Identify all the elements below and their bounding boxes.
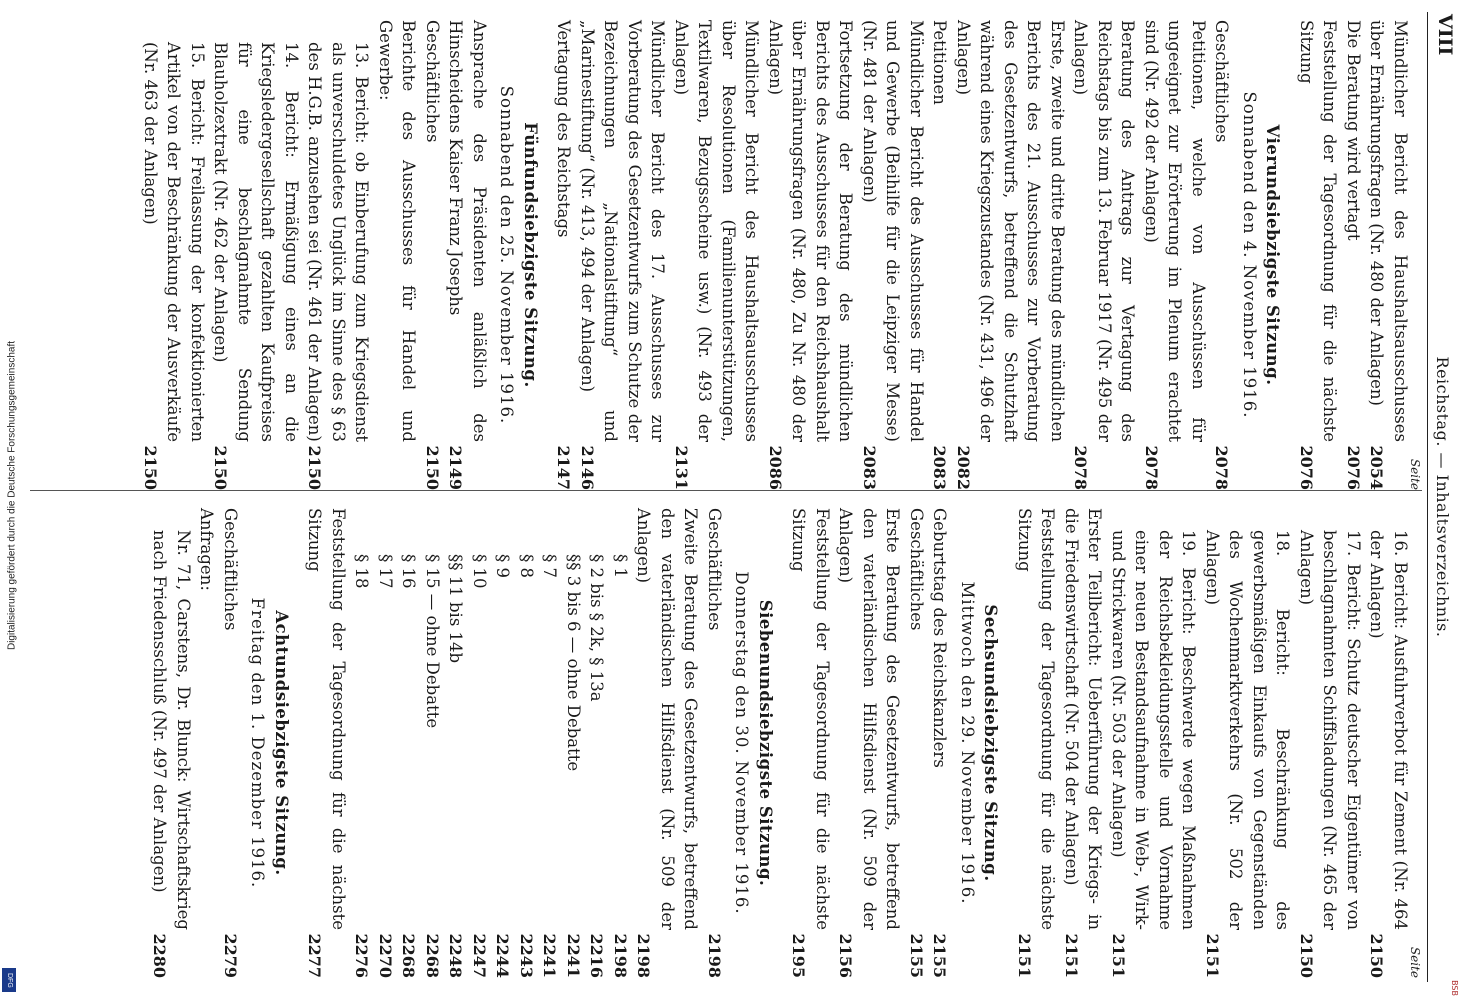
toc-entry[interactable] xyxy=(609,508,633,978)
toc-entry-text: Mündlicher Bericht des Haushaltsausschusses über Ernährungsfragen (Nr. 480 der Anlagen) xyxy=(1367,20,1410,442)
toc-page-number: 2276 xyxy=(352,933,372,978)
toc-page-number: 2248 xyxy=(446,933,466,978)
toc-entry[interactable] xyxy=(1342,20,1366,490)
toc-entry[interactable] xyxy=(787,508,834,978)
toc-entry[interactable] xyxy=(209,20,303,490)
toc-page-number: 2247 xyxy=(470,933,489,978)
toc-page-number: 2277 xyxy=(305,933,325,978)
session-date: Freitag den 1. Dezember 1916. xyxy=(248,597,268,889)
toc-page-number: 2151 xyxy=(1109,933,1128,978)
toc-page-number: 2279 xyxy=(221,933,240,978)
toc-page-number: 2078 xyxy=(1071,445,1091,490)
session-heading: Siebenundsiebzigste Sitzung. xyxy=(756,599,775,887)
toc-page-number: 2156 xyxy=(836,933,856,978)
toc-page-number: 2243 xyxy=(517,933,536,978)
toc-entry-text: § 15 — ohne Debatte xyxy=(423,554,442,729)
toc-page-number: 2198 xyxy=(705,933,724,978)
toc-entry-text: Feststellung der Tagesordnung für die nächste Sitzung xyxy=(789,508,832,930)
toc-entry[interactable] xyxy=(764,20,858,490)
toc-entry-text: Mündlicher Bericht des 17. Ausschusses zur Vorberatung des Gesetzentwurfs zum Schutze der Bezeichnungen „Nationalstiftung“ und „Marinestiftung“ (Nr. 413, 494 der Anlagen) xyxy=(578,20,668,442)
toc-entry-text: Erster Teilbericht: Ueberführung der Kriegs- in die Friedenswirtschaft (Nr. 504 der Anlagen) xyxy=(1062,508,1105,930)
toc-entry[interactable] xyxy=(1365,508,1412,978)
toc-entry-text: 18. Bericht: Beschränkung des gewerbsmäßigen Einkaufs von Gegenständen des Wochenmarktverkehrs (Nr. 502 der Anlagen) xyxy=(1203,530,1293,930)
toc-entry-text: Feststellung der Tagesordnung für die nächste Sitzung xyxy=(305,508,348,930)
toc-page-number: 2270 xyxy=(376,933,395,978)
toc-entry-text: § 8 xyxy=(517,554,536,578)
toc-page-number: 2155 xyxy=(907,933,926,978)
toc-entry[interactable] xyxy=(576,20,670,490)
left-column xyxy=(30,20,1424,490)
toc-entry[interactable] xyxy=(670,20,764,490)
toc-entry-text: Die Beratung wird vertagt xyxy=(1344,20,1363,241)
session-heading: Fünfundsiebzigste Sitzung. xyxy=(521,122,540,388)
toc-page-number: 2151 xyxy=(1203,933,1222,978)
toc-page-number: 2149 xyxy=(446,445,466,490)
toc-entry-text: Berichte des Ausschusses für Handel und Gewerbe: xyxy=(376,20,419,442)
toc-entry[interactable] xyxy=(1365,20,1412,490)
toc-page-number: 2280 xyxy=(150,933,170,978)
toc-entry[interactable] xyxy=(148,508,195,978)
toc-entry-text: § 7 xyxy=(540,554,560,578)
toc-entry-text: 13. Bericht: ob Einberufung zum Kriegsdienst als unverschuldetes Unglück im Sinne des § 63 des H.G.B. anzusehen sei (Nr. 461 der Anlagen) xyxy=(305,42,372,442)
toc-entry[interactable] xyxy=(928,508,952,978)
toc-entry-text: Beratung des Antrags zur Vertagung des Reichstags bis zum 13. Februar 1917 (Nr. 495 der Anlagen) xyxy=(1071,20,1138,442)
toc-page-number: 2268 xyxy=(399,933,419,978)
toc-entry[interactable] xyxy=(703,508,727,978)
toc-entry[interactable] xyxy=(1140,20,1211,490)
toc-entry[interactable] xyxy=(562,508,586,978)
toc-page-number: 2150 xyxy=(1367,933,1387,978)
toc-entry[interactable] xyxy=(468,508,492,978)
toc-entry[interactable] xyxy=(374,508,398,978)
toc-entry[interactable] xyxy=(397,508,421,978)
toc-page-number: 2241 xyxy=(564,933,583,978)
seite-label-right: Seite xyxy=(1408,946,1422,978)
library-stamp: BSB xyxy=(1450,980,1459,996)
toc-entry-text: Petitionen xyxy=(930,20,950,105)
toc-entry-text: Geschäftliches xyxy=(221,508,240,631)
toc-entry-text: Mündlicher Bericht des Ausschusses für Handel und Gewerbe (Beihilfe für die Leipziger Messe) (Nr. 481 der Anlagen) xyxy=(860,20,926,442)
session-date: Mittwoch den 29. November 1916. xyxy=(958,581,977,905)
toc-entry-text: Geschäftliches xyxy=(705,508,724,631)
toc-entry-text: Ansprache des Präsidenten anläßlich des Hinscheidens Kaiser Franz Josephs xyxy=(446,20,489,442)
dfg-logo-icon: DFG xyxy=(2,968,16,992)
toc-page-number: 2150 xyxy=(141,445,160,490)
toc-entry-text: Anfragen: xyxy=(197,508,217,591)
toc-page-number: 2151 xyxy=(1015,933,1034,978)
toc-entry-text: Geschäftliches xyxy=(907,508,926,631)
toc-page-number: 2268 xyxy=(423,933,442,978)
toc-entry[interactable] xyxy=(905,508,929,978)
session-heading: Sechsundsiebzigste Sitzung. xyxy=(981,604,1001,882)
toc-entry-text: § 17 xyxy=(376,554,395,589)
toc-page-number: 2083 xyxy=(930,445,950,490)
toc-entry-text: 14. Bericht: Ermäßigung eines an die Kriegsledergesellschaft gezahlten Kaufpreises für eine beschlagnahmte Sendung Blauholzextrakt (Nr. 462 der Anlagen) xyxy=(211,42,301,442)
toc-entry[interactable] xyxy=(491,508,515,978)
session-date: Donnerstag den 30. November 1916. xyxy=(732,571,752,915)
toc-page-number: 2155 xyxy=(930,933,950,978)
toc-entry-text: 15. Bericht: Freilassung der konfektionierten Artikel von der Beschränkung der Ausverkäufe (Nr. 463 der Anlagen) xyxy=(141,42,207,442)
toc-page-number: 2150 xyxy=(423,445,442,490)
page-header xyxy=(1427,12,1459,996)
session-heading: Achtundsiebzigste Sitzung. xyxy=(272,610,291,876)
toc-entry[interactable] xyxy=(1295,508,1366,978)
toc-entry[interactable] xyxy=(552,20,576,490)
page-title: Reichstag. — Inhaltsverzeichnis. xyxy=(1433,356,1452,638)
toc-entry-text: Erste Beratung des Gesetzentwurfs, betreffend den vaterländischen Hilfsdienst (Nr. 509 der Anlagen) xyxy=(836,508,903,930)
session-date: Sonnabend den 4. November 1916. xyxy=(1240,91,1259,419)
toc-entry-text: § 2 bis § 2k, § 13a xyxy=(587,554,607,702)
session-heading: Vierundsiebzigste Sitzung. xyxy=(1263,124,1283,386)
toc-entry-text: 16. Bericht: Ausfuhrverbot für Zement (Nr. 464 der Anlagen) xyxy=(1367,530,1410,930)
toc-entry-text: § 10 xyxy=(470,554,489,589)
toc-entry-text: Fortsetzung der Beratung des mündlichen Berichts des Ausschusses für den Reichshaushalt über Ernährungsfragen (Nr. 480, Zu Nr. 480 der Anlagen) xyxy=(766,20,856,442)
toc-page-number: 2131 xyxy=(672,445,691,490)
toc-entry[interactable] xyxy=(421,20,445,490)
toc-entry-text: § 18 xyxy=(352,554,372,589)
toc-entry[interactable] xyxy=(952,20,1070,490)
toc-entry-text: Geburtstag des Reichskanzlers xyxy=(930,508,950,768)
toc-page-number: 2147 xyxy=(554,445,574,490)
toc-entry-text: § 9 xyxy=(493,554,513,578)
toc-page-number: 2086 xyxy=(766,445,785,490)
toc-page-number: 2151 xyxy=(1062,933,1081,978)
toc-page-number: 2150 xyxy=(211,445,231,490)
toc-entry-text: § 1 xyxy=(611,554,630,578)
toc-entry-text: Vertagung des Reichstags xyxy=(554,20,574,238)
toc-entry[interactable] xyxy=(1069,20,1140,490)
toc-page-number: 2198 xyxy=(634,933,654,978)
toc-page-number: 2150 xyxy=(305,445,325,490)
toc-entry-text: § 16 xyxy=(399,554,419,589)
toc-entry[interactable] xyxy=(195,508,219,978)
toc-entry[interactable] xyxy=(632,508,703,978)
toc-entry-text: Mündlicher Bericht des Haushaltsausschusses über Resolutionen (Familienunterstützungen, Textilwaren, Bezugsscheine usw.) (Nr. 493 der Anlagen) xyxy=(672,20,762,442)
page-number: VIII xyxy=(1434,14,1456,56)
toc-page-number: 2076 xyxy=(1344,445,1363,490)
toc-page-number: 2146 xyxy=(578,445,597,490)
toc-page-number: 2083 xyxy=(860,445,879,490)
toc-list-left xyxy=(139,20,1413,490)
toc-page-number: 2054 xyxy=(1367,445,1387,490)
seite-label-left: Seite xyxy=(1408,458,1422,490)
toc-entry[interactable] xyxy=(421,508,445,978)
toc-entry[interactable] xyxy=(1210,20,1234,490)
toc-entry-text: Feststellung der Tagesordnung für die nächste Sitzung xyxy=(1297,20,1340,442)
toc-entry-text: Zweite Beratung des Gesetzentwurfs, betreffend den vaterländischen Hilfsdienst (Nr. 509 der Anlagen) xyxy=(634,508,701,930)
toc-entry-text: §§ 11 bis 14b xyxy=(446,554,466,664)
toc-page-number: 2150 xyxy=(1297,933,1316,978)
toc-entry-text: Nr. 71, Carstens, Dr. Blunck: Wirtschaftskrieg nach Friedensschluß (Nr. 497 der Anlagen) xyxy=(150,530,193,930)
toc-page-number: 2076 xyxy=(1297,445,1316,490)
right-column xyxy=(30,508,1424,978)
toc-entry[interactable] xyxy=(444,508,468,978)
toc-page-number: 2241 xyxy=(540,933,560,978)
toc-entry[interactable] xyxy=(1107,508,1201,978)
toc-entry-text: Geschäftliches xyxy=(1212,20,1232,143)
toc-entry[interactable] xyxy=(303,508,350,978)
toc-page-number: 2216 xyxy=(587,933,607,978)
toc-entry[interactable] xyxy=(139,20,210,490)
toc-entry[interactable] xyxy=(444,20,491,490)
toc-entry[interactable] xyxy=(219,508,243,978)
toc-entry-text: 17. Bericht: Schutz deutscher Eigentümer von beschlagnahmten Schiffsladungen (Nr. 465 der Anlagen) xyxy=(1297,530,1363,930)
toc-entry[interactable] xyxy=(585,508,609,978)
toc-entry[interactable] xyxy=(1201,508,1295,978)
toc-page-number: 2082 xyxy=(954,445,973,490)
toc-entry[interactable] xyxy=(374,20,421,490)
toc-page-number: 2198 xyxy=(611,933,630,978)
toc-page-number: 2078 xyxy=(1212,445,1232,490)
toc-list-right xyxy=(148,508,1412,978)
toc-entry-text: Petitionen, welche von Ausschüssen für ungeeignet zur Erörterung im Plenum erachtet sind (Nr. 492 der Anlagen) xyxy=(1142,20,1208,442)
toc-entry[interactable] xyxy=(834,508,905,978)
toc-entry[interactable] xyxy=(350,508,374,978)
digitization-credit-text: Digitalisierung gefördert durch die Deutsche Forschungsgemeinschaft xyxy=(6,340,18,651)
toc-entry[interactable] xyxy=(1295,20,1342,490)
toc-entry-text: Feststellung der Tagesordnung für die nächste Sitzung xyxy=(1015,508,1058,930)
column-divider xyxy=(30,490,1422,491)
toc-entry[interactable] xyxy=(928,20,952,490)
session-date: Sonnabend den 25. November 1916. xyxy=(497,85,517,425)
toc-entry[interactable] xyxy=(1060,508,1107,978)
toc-entry[interactable] xyxy=(515,508,539,978)
toc-page-number: 2078 xyxy=(1142,445,1161,490)
toc-entry[interactable] xyxy=(858,20,929,490)
toc-entry[interactable] xyxy=(1013,508,1060,978)
toc-entry-text: Geschäftliches xyxy=(423,20,442,143)
toc-entry-text: 19. Bericht: Beschwerde wegen Maßnahmen der Reichsbekleidungsstelle und Vornahme einer neuen Bestandsaufnahme in Web-, Wirk- und Strickwaren (Nr. 503 der Anlagen) xyxy=(1109,530,1199,930)
toc-entry-text: §§ 3 bis 6 — ohne Debatte xyxy=(564,554,583,772)
toc-page-number: 2195 xyxy=(789,933,809,978)
toc-entry-text: Erste, zweite und dritte Beratung des mündlichen Berichts des 21. Ausschusses zur Vorberatung des Gesetzentwurfs, betreffend die Schutzhaft während eines Kriegszustandes (Nr. 431, 496 der Anlagen) xyxy=(954,20,1067,442)
toc-entry[interactable] xyxy=(538,508,562,978)
toc-entry[interactable] xyxy=(303,20,374,490)
toc-page-number: 2244 xyxy=(493,933,513,978)
